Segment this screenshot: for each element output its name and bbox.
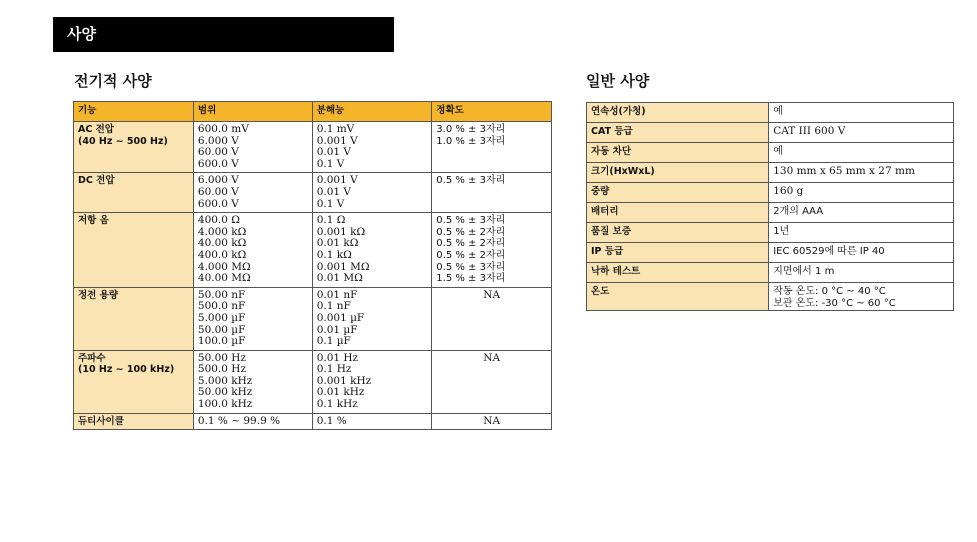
cell-line: 0.001 µF (316, 311, 365, 324)
spec-label: IP 등급 (587, 243, 769, 263)
cell-line: 1년 (773, 226, 790, 237)
table-row (587, 123, 954, 143)
cell-line: 40.00 kΩ (197, 237, 247, 250)
general-spec-table (586, 102, 954, 311)
resolution-cell (312, 173, 432, 213)
cell-line: 0.1 µF (316, 335, 351, 348)
spec-value (769, 163, 954, 183)
function-cell (74, 213, 194, 288)
range-cell (193, 213, 312, 288)
cell-line: 0.001 kΩ (316, 225, 366, 238)
cell-line: 0.1 nF (316, 300, 351, 313)
cell-line: 0.01 Hz (316, 351, 359, 364)
table-row (587, 143, 954, 163)
spec-label: 낙하 테스트 (587, 263, 769, 283)
cell-line: 400.0 kΩ (197, 248, 247, 261)
spec-value (769, 263, 954, 283)
cell-line: 0.01 µF (316, 323, 358, 336)
range-cell (193, 122, 312, 173)
cell-line: 0.1 kHz (316, 398, 358, 411)
cell-line: 50.00 kHz (197, 386, 253, 399)
cell-line: 160 g (773, 185, 804, 197)
accuracy-cell (432, 213, 552, 288)
cell-line: 0.1 kΩ (316, 248, 352, 261)
cell-line: 500.0 nF (197, 300, 246, 313)
cell-line: 정전 용량 (78, 289, 119, 301)
table-row (74, 413, 552, 430)
cell-line: 0.5 % ± 2자리 (436, 249, 506, 261)
cell-line: 0.5 % ± 3자리 (436, 215, 506, 227)
cell-line: 40.00 MΩ (197, 272, 251, 285)
electrical-spec-title: 전기적 사양 (74, 72, 152, 90)
cell-line: 0.1 Hz (316, 363, 352, 376)
range-cell (193, 287, 312, 350)
cell-line: 보관 온도: -30 °C ~ 60 °C (773, 297, 896, 309)
cell-line: 4.000 MΩ (197, 260, 251, 273)
cell-line: 600.0 V (197, 157, 239, 170)
cell-line: 50.00 Hz (197, 351, 246, 364)
resolution-cell (312, 122, 432, 173)
cell-line: NA (483, 288, 501, 301)
table-row (587, 283, 954, 311)
spec-label: 중량 (587, 183, 769, 203)
table-header-row (74, 102, 552, 122)
cell-line: 예 (773, 146, 783, 157)
function-cell (74, 413, 194, 430)
cell-line: 0.1 V (316, 157, 345, 170)
cell-line: 100.0 µF (197, 335, 246, 348)
cell-line: 0.01 V (316, 146, 351, 159)
cell-line: 주파수 (78, 352, 106, 364)
cell-line: 0.1 % (316, 414, 347, 427)
general-spec-title: 일반 사양 (586, 72, 650, 90)
table-row (587, 163, 954, 183)
function-cell (74, 350, 194, 413)
spec-label: 연속성(가청) (587, 103, 769, 123)
table-row (74, 122, 552, 173)
header-range: 범위 (193, 102, 312, 122)
cell-line: 6.000 V (197, 174, 239, 187)
cell-line: 0.01 V (316, 185, 351, 198)
spec-value (769, 203, 954, 223)
resolution-cell (312, 213, 432, 288)
section-banner (53, 17, 394, 52)
cell-line: 3.0 % ± 3자리 (436, 124, 506, 135)
cell-line: 0.001 kHz (316, 374, 372, 387)
table-row (74, 350, 552, 413)
spec-label: 크기(HxWxL) (587, 163, 769, 183)
resolution-cell (312, 287, 432, 350)
header-accuracy: 정확도 (432, 102, 552, 122)
resolution-cell (312, 413, 432, 430)
cell-line: 5.000 kHz (197, 374, 253, 387)
table-row (74, 213, 552, 288)
cell-line: 0.5 % ± 3자리 (436, 175, 506, 187)
table-row (587, 263, 954, 283)
cell-line: 5.000 µF (197, 311, 246, 324)
spec-label: 배터리 (587, 203, 769, 223)
cell-line: 저항 옴 (78, 215, 109, 227)
cell-line: DC 전압 (78, 175, 115, 187)
table-row (587, 183, 954, 203)
accuracy-cell (432, 350, 552, 413)
spec-value (769, 103, 954, 123)
cell-line: 6.000 V (197, 134, 239, 147)
table-row (587, 103, 954, 123)
cell-line: 0.01 kΩ (316, 237, 359, 250)
cell-line: 작동 온도: 0 °C ~ 40 °C (773, 286, 886, 297)
spec-label: 온도 (587, 283, 769, 311)
electrical-spec-table (73, 101, 552, 430)
cell-line: 0.5 % ± 2자리 (436, 226, 506, 238)
cell-line: 0.01 nF (316, 288, 358, 301)
cell-line: 0.001 V (316, 174, 358, 187)
cell-line: 0.1 mV (316, 123, 355, 135)
cell-line: 600.0 mV (197, 123, 249, 135)
accuracy-cell (432, 413, 552, 430)
cell-line: 0.1 V (316, 197, 345, 210)
spec-label: CAT 등급 (587, 123, 769, 143)
accuracy-cell (432, 287, 552, 350)
table-row (587, 223, 954, 243)
cell-line: IEC 60529에 따른 IP 40 (773, 246, 885, 257)
function-cell (74, 173, 194, 213)
cell-line: 1.0 % ± 3자리 (436, 135, 506, 147)
cell-line: (40 Hz ~ 500 Hz) (78, 135, 168, 147)
cell-line: 0.5 % ± 2자리 (436, 238, 506, 250)
cell-line: 0.1 % ~ 99.9 % (197, 414, 281, 427)
cell-line: NA (483, 414, 501, 427)
accuracy-cell (432, 173, 552, 213)
cell-line: 1.5 % ± 3자리 (436, 273, 506, 285)
cell-line: (10 Hz ~ 100 kHz) (78, 364, 175, 376)
header-resolution: 분해능 (312, 102, 432, 122)
spec-value (769, 283, 954, 311)
spec-value (769, 243, 954, 263)
spec-label: 자동 차단 (587, 143, 769, 163)
cell-line: 400.0 Ω (197, 214, 240, 227)
resolution-cell (312, 350, 432, 413)
cell-line: 0.01 MΩ (316, 272, 363, 285)
cell-line: 0.001 V (316, 134, 358, 147)
cell-line: 0.1 Ω (316, 214, 346, 227)
range-cell (193, 173, 312, 213)
range-cell (193, 350, 312, 413)
cell-line: 0.001 MΩ (316, 260, 370, 273)
table-row (587, 243, 954, 263)
cell-line: 100.0 kHz (197, 398, 253, 411)
spec-value (769, 223, 954, 243)
header-function: 기능 (74, 102, 194, 122)
cell-line: 0.01 kHz (316, 386, 365, 399)
cell-line: 예 (773, 106, 783, 117)
cell-line: 60.00 V (197, 146, 239, 159)
cell-line: 2개의 AAA (773, 206, 824, 217)
range-cell (193, 413, 312, 430)
cell-line: 지면에서 1 m (773, 266, 835, 277)
table-row (74, 173, 552, 213)
banner-title: 사양 (67, 25, 96, 43)
cell-line: 듀티사이클 (78, 415, 124, 427)
spec-value (769, 143, 954, 163)
table-row (74, 287, 552, 350)
cell-line: 0.5 % ± 3자리 (436, 261, 506, 273)
cell-line: 4.000 kΩ (197, 225, 247, 238)
cell-line: 130 mm x 65 mm x 27 mm (773, 165, 915, 177)
spec-value (769, 123, 954, 143)
accuracy-cell (432, 122, 552, 173)
cell-line: 500.0 Hz (197, 363, 246, 376)
cell-line: CAT III 600 V (773, 125, 846, 137)
function-cell (74, 287, 194, 350)
cell-line: NA (483, 351, 501, 364)
cell-line: 50.00 µF (197, 323, 246, 336)
cell-line: AC 전압 (78, 124, 114, 135)
cell-line: 60.00 V (197, 185, 239, 198)
table-row (587, 203, 954, 223)
cell-line: 50.00 nF (197, 288, 246, 301)
spec-label: 품질 보증 (587, 223, 769, 243)
function-cell (74, 122, 194, 173)
spec-value (769, 183, 954, 203)
cell-line: 600.0 V (197, 197, 239, 210)
